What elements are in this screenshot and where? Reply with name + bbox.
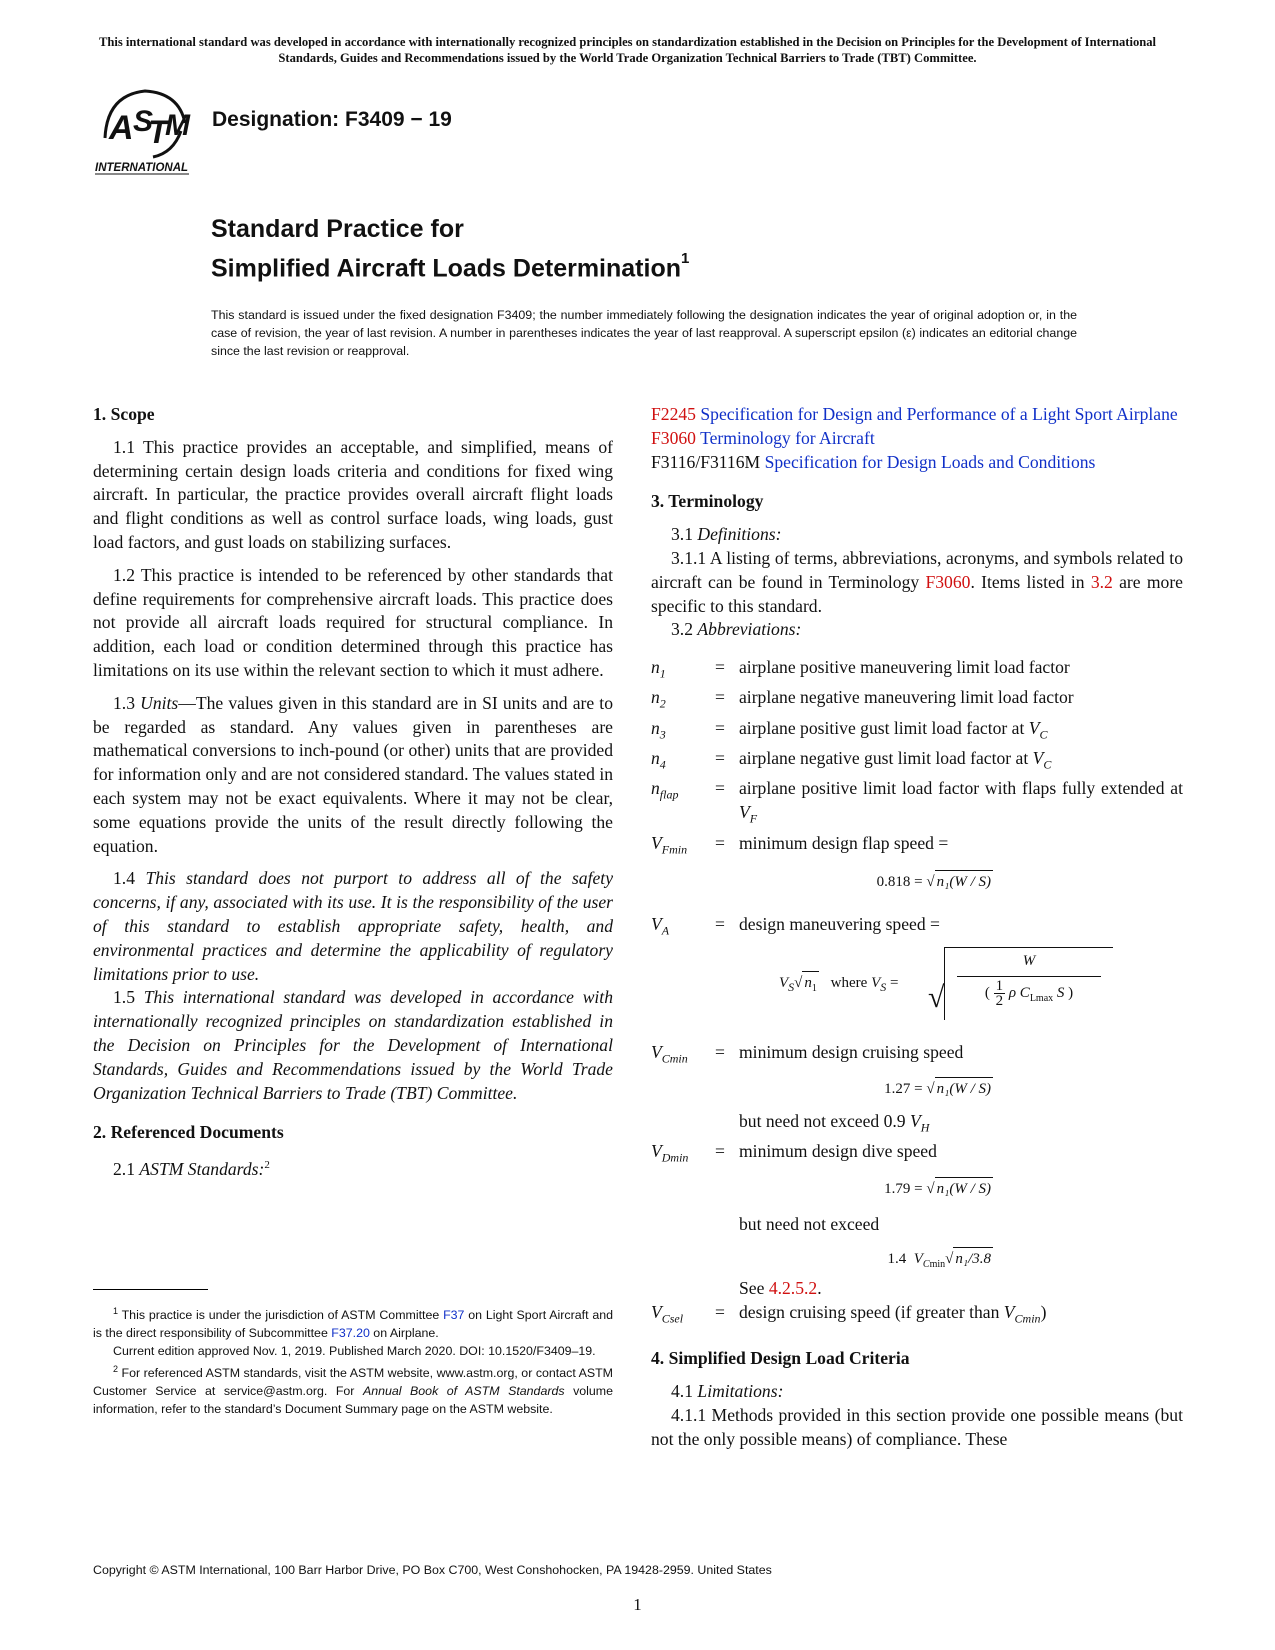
footnote-2 <box>93 1360 613 1418</box>
see-period: . <box>817 1278 822 1299</box>
scope-1-3 <box>93 692 613 859</box>
svg-text:S: S <box>133 105 154 138</box>
eq-va-rho: ρ C <box>1008 984 1030 1001</box>
footnote-2-mark: 2 <box>113 1364 119 1375</box>
eq-va-numerator <box>945 948 1113 974</box>
abbr-vcsel-sub: Csel <box>661 1311 684 1326</box>
equation-vcmin: 1.27 = √ n₁(W / S) <box>651 1077 993 1102</box>
abbr-row-nflap: $n_{flap}$ = airplane positive limit load factor with flaps fully extended at $V_F$ <box>651 778 1183 826</box>
terminology-3-1-1-a: 3.1.1 A listing of terms, abbreviations, acronyms, and symbols related to aircraft can be found in Terminology <box>651 547 1183 592</box>
abbr-nflap-def: airplane positive limit load factor with flaps fully extended at <box>739 778 1183 799</box>
footnote-1-text-b: on Light Sport Aircraft and is the direct responsibility of Subcommittee <box>93 1308 613 1341</box>
abbr-vfmin-def: minimum design flap speed = <box>739 832 949 853</box>
abbr-vfmin-sym: V <box>651 832 662 853</box>
abbr-row-n4: $n_4$ = airplane negative gust limit load factor at $V_C$ <box>651 748 1052 772</box>
abbr-nflap-sub: flap <box>659 787 679 802</box>
svg-text:M: M <box>165 109 190 142</box>
limitations-text: Limitations: <box>697 1380 784 1401</box>
abbr-vcsel-def: design cruising speed (if greater than <box>739 1301 1004 1322</box>
terminology-3-1-1-b: . Items listed in <box>970 571 1091 592</box>
footnote-1-text-a: This practice is under the jurisdiction of ASTM Committee <box>118 1308 444 1323</box>
scope-1-5-num: 1.5 <box>113 987 135 1008</box>
link-4-2-5-2[interactable]: 4.2.5.2 <box>768 1278 818 1299</box>
abbr-nflap-v: V <box>739 802 750 823</box>
abbr-row-n2: $n_2$ = airplane negative maneuvering limit load factor <box>651 686 1183 716</box>
abbr-vcmin-sym: V <box>651 1041 662 1062</box>
eq-vdmin-coef: 1.79 = <box>884 1180 923 1197</box>
abbr-n2-sub: 2 <box>659 697 666 711</box>
footnote-2-italic: Annual Book of ASTM Standards <box>362 1384 565 1399</box>
link-f3060[interactable]: F3060 <box>651 427 696 448</box>
ref-f3116-code: F3116/F3116M <box>651 451 761 472</box>
abbr-row-va: $V_A$ = design maneuvering speed = <box>651 913 1183 943</box>
abbr-n4-sub: 4 <box>659 757 666 772</box>
abbr-vcsel-v: V <box>1003 1301 1015 1322</box>
terminology-3-1-1-c: are more specific to this standard. <box>651 571 1183 616</box>
scope-1-3-text: —The values given in this standard are in SI units and are to be regarded as standard. Any values given in parentheses are mathematical conversions to inch-pound (or other) units that are provided for information only and are not considered standard. The values stated in each system may not be exact equivalents. Where it may not be clear, some equations provide the units of the result directly following the equation. <box>93 692 613 856</box>
footnote-rule <box>93 1289 208 1290</box>
limitations-num: 4.1 <box>671 1380 693 1401</box>
abbr-vcsel-sym: V <box>651 1301 662 1322</box>
right-column <box>651 403 1183 1451</box>
abbr-vcmin-def: minimum design cruising speed <box>739 1041 964 1062</box>
logo-label: INTERNATIONAL <box>95 162 189 174</box>
definitions-text: Definitions: <box>697 524 782 545</box>
left-column <box>93 403 613 1182</box>
footnote-1 <box>93 1302 613 1342</box>
scope-1-1: 1.1 This practice provides an acceptable, and simplified, means of determining certain design loads criteria and conditions for fixed wing aircraft. In particular, the practice provides overall aircraft flight loads and flight conditions as well as control surface loads, wing loads, gust load factors, and gust loads on stabilizing surfaces. <box>93 436 613 552</box>
eq-vcmin-root: n₁(W / S) <box>936 1081 991 1098</box>
abbr-va-sub: A <box>661 923 670 938</box>
abbr-row-vcmin: $V_{Cmin}$ = minimum design cruising speed <box>651 1041 1183 1071</box>
link-3-2[interactable]: 3.2 <box>1090 571 1113 592</box>
title-line-2: Simplified Aircraft Loads Determination <box>211 254 681 283</box>
abbr-vdmin-def: minimum design dive speed <box>739 1141 937 1162</box>
scope-1-5 <box>93 986 613 1105</box>
see-reference <box>651 1277 1183 1301</box>
footnote-1-text-c: on Airplane. <box>369 1326 439 1341</box>
equation-va: $V_S√$ $n_1$ where $V_S$ = W ( $\frac{1}{2}$ ρ $C_{Lmax}$ S ) √ <box>651 943 1183 1025</box>
abbr-n1-def: airplane positive maneuvering limit load factor <box>739 657 1070 678</box>
abbr-row-vfmin: $V_{Fmin}$ = minimum design flap speed = <box>651 832 1183 862</box>
link-f2245-title[interactable]: Specification for Design and Performance of a Light Sport Airplane <box>700 404 1178 424</box>
page-title <box>211 213 689 285</box>
scope-1-3-num: 1.3 <box>113 692 135 713</box>
abbr-n3-vsub: C <box>1039 727 1048 742</box>
astm-standards-label <box>93 1154 613 1182</box>
link-f3060-title[interactable]: Terminology for Aircraft <box>700 427 875 448</box>
abbreviations-num: 3.2 <box>671 619 693 640</box>
definitions-label <box>651 523 1183 547</box>
abbr-vdmin-sym: V <box>651 1141 662 1162</box>
abbr-row-vdmin: $V_{Dmin}$ = minimum design dive speed <box>651 1140 1183 1170</box>
abbr-n1-sym: n <box>651 657 660 678</box>
eq-va-where: where <box>830 974 868 991</box>
eq-va-half: 1 <box>995 977 1004 994</box>
vcmin-note <box>651 1110 1183 1140</box>
scope-1-4 <box>93 867 613 986</box>
abbr-vcmin-sub: Cmin <box>661 1051 688 1066</box>
eq-va-s: S <box>1056 984 1065 1001</box>
footnote-2-text-b: volume information, refer to the standard’s Document Summary page on the ASTM website. <box>93 1384 614 1417</box>
abbr-n1-sub: 1 <box>659 666 666 681</box>
eq-va-half-den: 2 <box>995 992 1004 1009</box>
ref-item-f3060 <box>651 427 1183 451</box>
eq-vdmin2-coef: 1.4 <box>887 1251 907 1268</box>
ref-item-f2245 <box>651 403 1183 427</box>
link-f3060-inline[interactable]: F3060 <box>925 571 971 592</box>
abbr-n4-sym: n <box>651 748 660 769</box>
abbr-n3-sub: 3 <box>659 727 666 742</box>
abbr-n4-def: airplane negative gust limit load factor at <box>739 748 1033 769</box>
eq-va-num: W <box>1022 952 1036 969</box>
definitions-num: 3.1 <box>671 524 693 545</box>
abbr-n3-v: V <box>1028 717 1040 738</box>
abbr-n3-sym: n <box>651 717 660 738</box>
scope-heading: 1. Scope <box>93 404 155 424</box>
copyright: Copyright © ASTM International, 100 Barr Harbor Drive, PO Box C700, West Conshohocken, PA 19428-2959. United States <box>93 1563 772 1577</box>
issued-statement: This standard is issued under the fixed designation F3409; the number immediately following the designation indicates the year of original adoption or, in the case of revision, the year of last revision. A number in parentheses indicates the year of last reapproval. A superscript epsilon (ε) indicates an editorial change since the last revision or reapproval. <box>211 308 1077 358</box>
standards-notice: This international standard was developed in accordance with internationally recognized principles on standardization established in the Decision on Principles for the Development of International Standards, Guides and Recommendations issued by the World Trade Organization Technical Barriers to Trade (TBT) Committee. <box>98 35 1157 65</box>
equation-vdmin: 1.79 = √ n₁(W / S) <box>651 1177 993 1202</box>
equation-vfmin: 0.818 = √ n₁(W / S) <box>651 870 993 895</box>
scope-1-2: 1.2 This practice is intended to be referenced by other standards that define requirements for comprehensive aircraft loads. This practice does not provide all aircraft loads required for structural compliance. In addition, each load or condition determined through this practice has limitations on its use within the relevant section to which it must adhere. <box>93 564 613 680</box>
scope-1-4-text: This standard does not purport to address all of the safety concerns, if any, associated with its use. It is the responsibility of the user of this standard to establish appropriate safety, health, and environmental practices and determine the applicability of regulatory limitations prior to use. <box>93 868 613 984</box>
abbr-va-sym: V <box>651 913 662 934</box>
svg-text:A: A <box>109 109 134 147</box>
vdmin-note: but need not exceed <box>739 1214 880 1235</box>
vcmin-note-v: V <box>910 1111 921 1132</box>
page-number: 1 <box>633 1595 642 1614</box>
title-line-1: Standard Practice for <box>211 215 464 243</box>
see-text: See <box>739 1278 769 1299</box>
abbr-va-def: design maneuvering speed = <box>739 913 940 934</box>
abbr-nflap-vsub: F <box>749 811 758 826</box>
astm-standards-text: ASTM Standards: <box>139 1158 265 1179</box>
abbreviations-text: Abbreviations: <box>697 619 802 640</box>
terminology-3-1-1 <box>651 547 1183 618</box>
link-f37[interactable]: F37 <box>443 1308 465 1323</box>
scope-1-4-num: 1.4 <box>113 868 135 889</box>
eq-vfmin-coef: 0.818 = <box>876 873 923 890</box>
eq-vfmin-root: n₁(W / S) <box>936 873 991 890</box>
astm-standards-num: 2.1 <box>113 1158 135 1179</box>
abbreviations-label <box>651 618 1183 642</box>
limitations-label <box>651 1380 1183 1404</box>
abbr-vdmin-sub: Dmin <box>661 1150 689 1165</box>
astm-standards-mark[interactable]: 2 <box>264 1159 270 1172</box>
criteria-4-1-1: 4.1.1 Methods provided in this section provide one possible means (but not the only possible means) of compliance. These <box>651 1404 1183 1449</box>
eq-va-sub: Lmax <box>1029 992 1054 1004</box>
link-f3116-title[interactable]: Specification for Design Loads and Conditions <box>764 451 1096 472</box>
equation-vdmin-2: 1.4 $V_{Cmin}√$ n₁/3.8 <box>651 1247 993 1277</box>
vcmin-note-sub: H <box>920 1120 930 1135</box>
footnote-1-mark: 1 <box>113 1306 119 1316</box>
link-f37-20[interactable]: F37.20 <box>331 1326 370 1341</box>
abbreviation-list <box>651 656 1183 1331</box>
abbr-n4-vsub: C <box>1043 757 1052 772</box>
vcmin-note-a: but need not exceed 0.9 <box>739 1111 910 1132</box>
referenced-heading: 2. Referenced Documents <box>93 1122 284 1143</box>
abbr-row-vcsel: $V_{Csel}$ = design cruising speed (if greater than $V_{Cmin}$) <box>651 1301 1047 1326</box>
eq-vcmin-coef: 1.27 = <box>884 1081 923 1098</box>
terminology-heading: 3. Terminology <box>651 491 764 512</box>
designation: Designation: F3409 − 19 <box>212 108 452 131</box>
abbr-vfmin-sub: Fmin <box>661 842 688 857</box>
footnote-2-text-a: For referenced ASTM standards, visit the ASTM website, www.astm.org, or contact ASTM Customer Service at service@astm.org. For <box>93 1366 613 1399</box>
abbr-n4-v: V <box>1032 748 1044 769</box>
abbr-nflap-sym: n <box>651 778 660 799</box>
scope-1-3-label: Units <box>140 692 179 713</box>
footnote-1-edition: Current edition approved Nov. 1, 2019. Published March 2020. DOI: 10.1520/F3409–19. <box>113 1344 596 1359</box>
eq-vdmin2-root: n₁/3.8 <box>955 1251 991 1268</box>
abbr-vcsel-tail: ) <box>1040 1301 1047 1322</box>
criteria-heading: 4. Simplified Design Load Criteria <box>651 1348 910 1369</box>
abbr-n2-sym: n <box>651 687 660 708</box>
ref-item-f3116 <box>651 451 1183 475</box>
abbr-row-n3: $n_3$ = airplane positive gust limit load factor at $V_C$ <box>651 717 1048 742</box>
svg-text:T: T <box>148 114 168 150</box>
abbr-n2-def: airplane negative maneuvering limit load factor <box>739 687 1074 708</box>
scope-1-5-text: This international standard was developed in accordance with internationally recognized principles on standardization established in the Decision on Principles for the Development of International Standards, Guides and Recommendations issued by the World Trade Organization Technical Barriers to Trade (TBT) Committee. <box>93 987 613 1103</box>
title-footnote-mark[interactable]: 1 <box>680 250 690 267</box>
eq-vdmin-root: n₁(W / S) <box>936 1180 991 1197</box>
astm-logo-icon <box>93 83 193 177</box>
abbr-n3-def: airplane positive gust limit load factor at <box>739 717 1029 738</box>
abbr-row-n1: $n_1$ = airplane positive maneuvering limit load factor <box>651 656 1183 686</box>
abbr-vcsel-vsub: Cmin <box>1014 1311 1041 1326</box>
footnotes <box>93 1302 613 1418</box>
link-f2245[interactable]: F2245 <box>651 404 696 424</box>
